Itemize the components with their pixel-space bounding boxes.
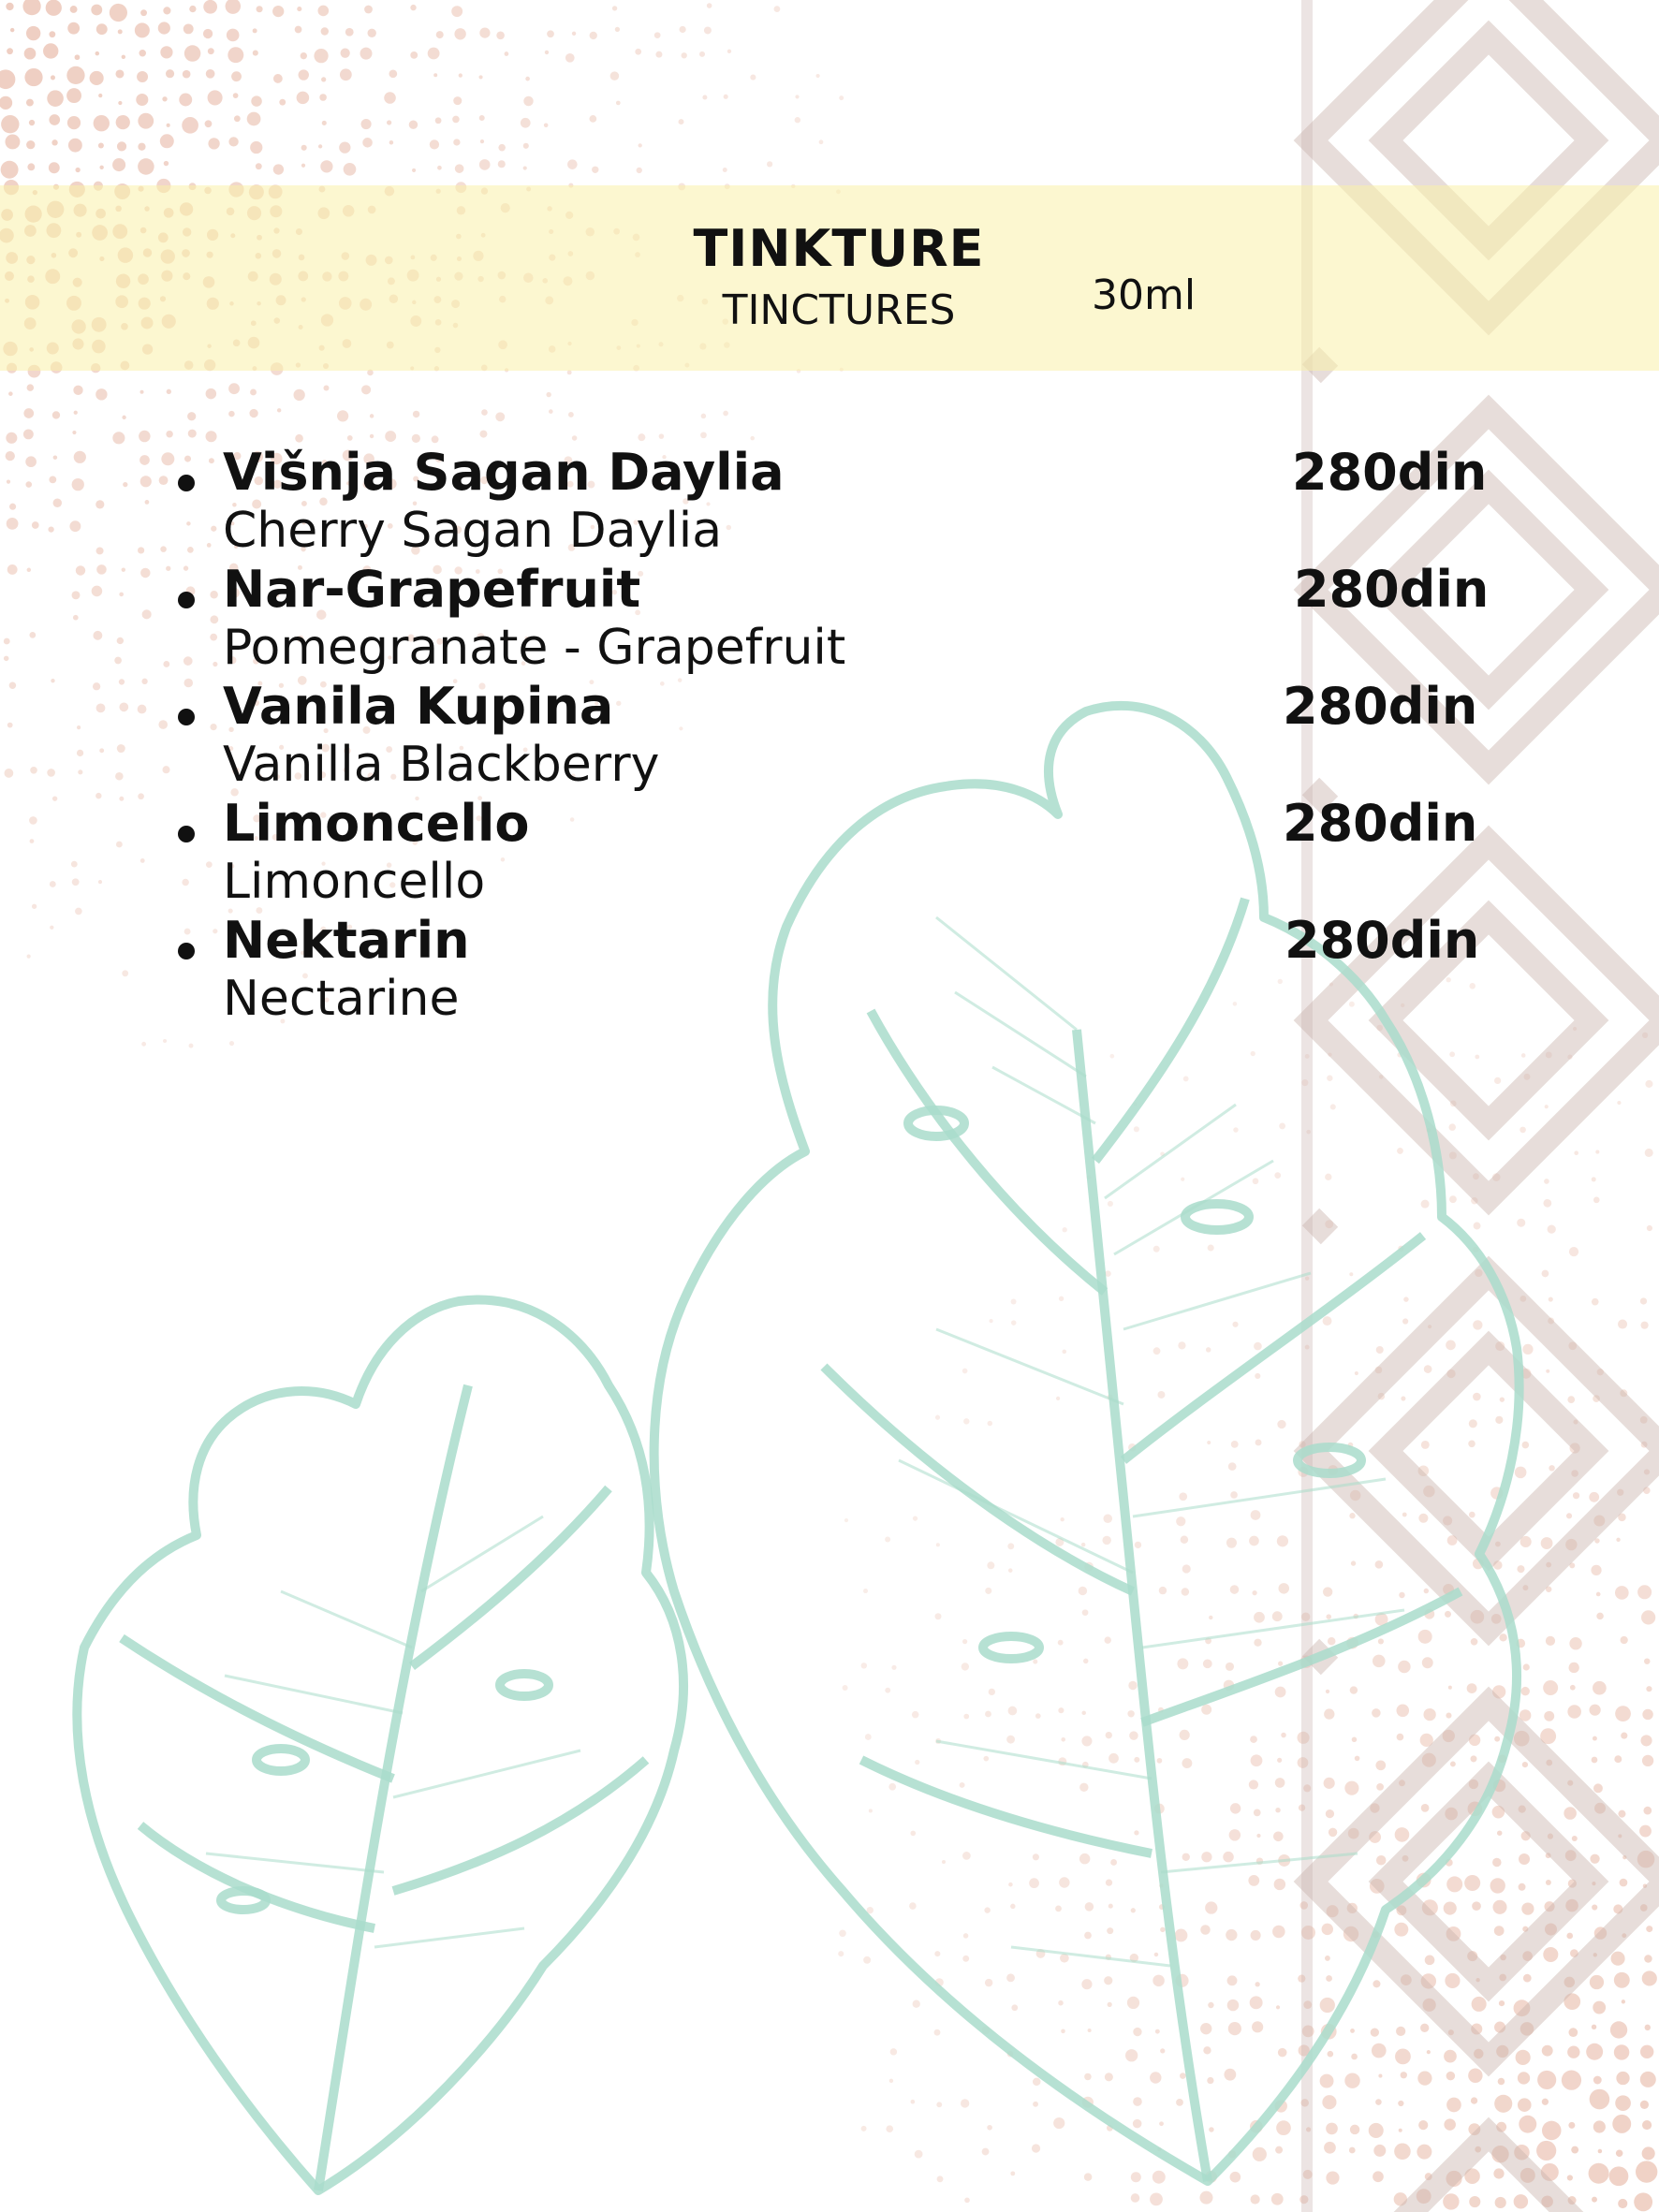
bullet-icon (178, 592, 195, 608)
item-translation: Vanilla Blackberry (223, 737, 660, 793)
header-band (0, 185, 1659, 371)
section-subtitle: TINCTURES (722, 286, 956, 334)
bullet-icon (178, 475, 195, 491)
bullet-icon (178, 709, 195, 725)
menu-item (178, 911, 1479, 1029)
item-name: Višnja Sagan Daylia (223, 443, 785, 502)
menu-item (178, 443, 1488, 561)
menu-item (178, 560, 1490, 678)
item-price: 280din (1283, 677, 1478, 736)
item-translation: Nectarine (223, 971, 460, 1027)
menu-item (178, 794, 1479, 912)
bullet-icon (178, 943, 195, 960)
item-translation: Limoncello (223, 854, 486, 910)
bullet-icon (178, 826, 195, 842)
item-price: 280din (1292, 443, 1488, 502)
item-name: Vanila Kupina (223, 677, 614, 736)
item-name: Nektarin (223, 911, 470, 970)
item-name: Nar-Grapefruit (223, 560, 641, 619)
item-name: Limoncello (223, 794, 530, 853)
item-price: 280din (1294, 560, 1490, 619)
section-title: TINKTURE (693, 219, 985, 278)
item-price: 280din (1285, 911, 1480, 970)
item-translation: Pomegranate - Grapefruit (223, 620, 846, 676)
menu-item (178, 677, 1479, 795)
item-translation: Cherry Sagan Daylia (223, 503, 723, 559)
item-price: 280din (1283, 794, 1478, 853)
serving-volume: 30ml (1092, 271, 1197, 319)
